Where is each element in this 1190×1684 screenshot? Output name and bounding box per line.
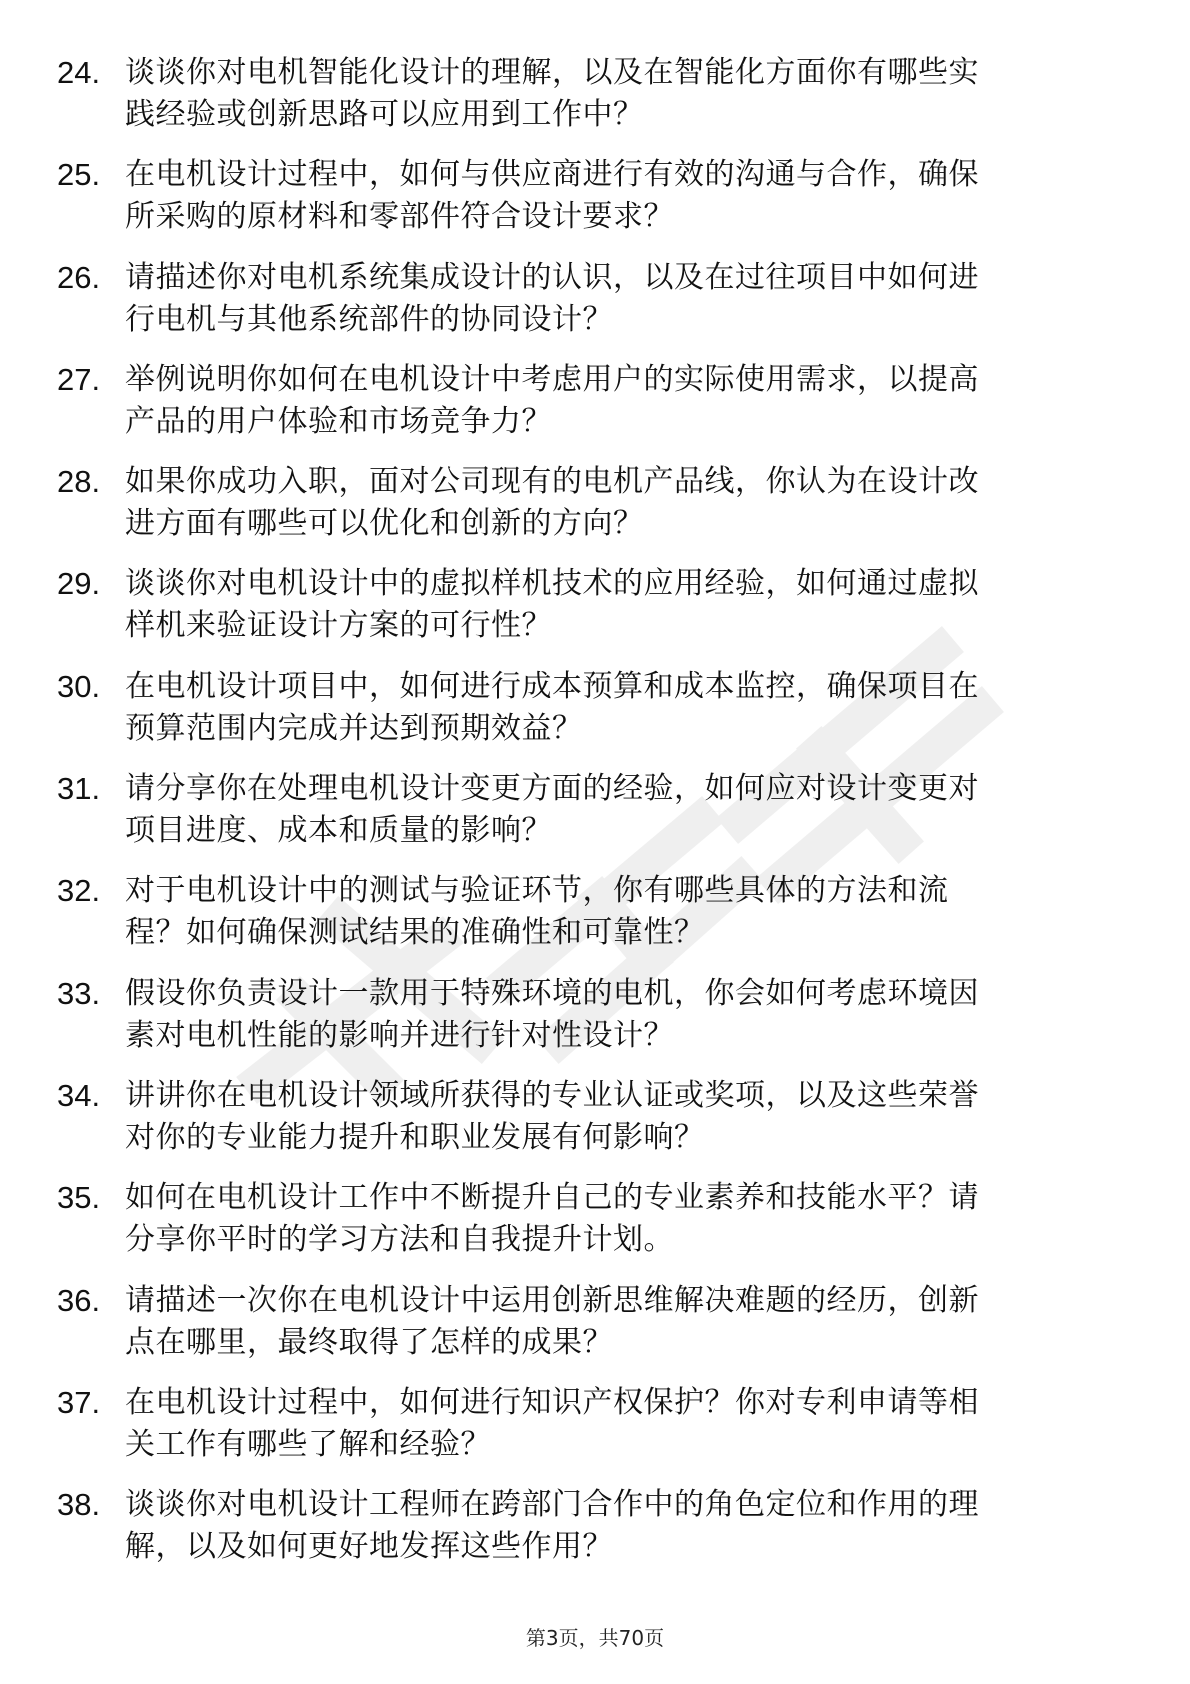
question-number: 24. bbox=[57, 55, 101, 90]
question-text-line: 样机来验证设计方案的可行性？ bbox=[125, 608, 552, 644]
question-number: 26. bbox=[57, 259, 101, 295]
question-text-line: 谈谈你对电机设计工程师在跨部门合作中的角色定位和作用的理 bbox=[125, 1487, 979, 1523]
question-number: 36. bbox=[57, 1282, 101, 1318]
question-item bbox=[57, 1382, 1137, 1484]
question-text-line: 项目进度、成本和质量的影响？ bbox=[125, 813, 552, 849]
question-text-line: 举例说明你如何在电机设计中考虑用户的实际使用需求，以提高 bbox=[125, 361, 979, 397]
question-text bbox=[125, 1382, 1165, 1466]
question-text-line: 所采购的原材料和零部件符合设计要求？ bbox=[125, 199, 674, 235]
question-text-line: 解，以及如何更好地发挥这些作用？ bbox=[125, 1529, 613, 1565]
question-number: 29. bbox=[57, 566, 101, 602]
question-text-line: 在电机设计过程中，如何与供应商进行有效的沟通与合作，确保 bbox=[125, 157, 979, 193]
question-number: 34. bbox=[57, 1077, 101, 1113]
question-text bbox=[125, 359, 1165, 443]
question-text-line: 请分享你在处理电机设计变更方面的经验，如何应对设计变更对 bbox=[125, 771, 979, 807]
question-item bbox=[57, 563, 1137, 665]
question-item bbox=[57, 1484, 1137, 1586]
question-number: 30. bbox=[57, 668, 101, 704]
question-item bbox=[57, 973, 1137, 1075]
question-item bbox=[57, 257, 1137, 359]
question-number: 32. bbox=[57, 873, 101, 909]
question-text-line: 对你的专业能力提升和职业发展有何影响？ bbox=[125, 1119, 705, 1155]
question-text bbox=[125, 973, 1165, 1057]
question-text bbox=[125, 154, 1165, 238]
question-text bbox=[125, 52, 1165, 136]
question-number: 31. bbox=[57, 771, 101, 807]
question-text-line: 讲讲你在电机设计领域所获得的专业认证或奖项，以及这些荣誉 bbox=[125, 1077, 979, 1113]
question-text bbox=[125, 461, 1165, 545]
question-item bbox=[57, 461, 1137, 563]
question-text-line: 预算范围内完成并达到预期效益？ bbox=[125, 710, 583, 746]
question-list bbox=[57, 52, 1137, 1586]
question-text-line: 素对电机性能的影响并进行针对性设计？ bbox=[125, 1017, 674, 1053]
question-text-line: 分享你平时的学习方法和自我提升计划。 bbox=[125, 1222, 674, 1258]
question-text-line: 假设你负责设计一款用于特殊环境的电机，你会如何考虑环境因 bbox=[125, 975, 979, 1011]
question-text-line: 点在哪里，最终取得了怎样的成果？ bbox=[125, 1324, 613, 1360]
question-text-line: 在电机设计项目中，如何进行成本预算和成本监控，确保项目在 bbox=[125, 668, 979, 704]
question-text-line: 践经验或创新思路可以应用到工作中？ bbox=[125, 97, 644, 132]
question-number: 35. bbox=[57, 1180, 101, 1216]
page-number: 第3页，共70页 bbox=[525, 1626, 665, 1650]
question-item bbox=[57, 154, 1137, 256]
question-text bbox=[125, 870, 1165, 954]
question-number: 38. bbox=[57, 1487, 101, 1523]
question-number: 28. bbox=[57, 464, 101, 500]
question-text-line: 如何在电机设计工作中不断提升自己的专业素养和技能水平？请 bbox=[125, 1180, 979, 1216]
question-text bbox=[125, 666, 1165, 750]
question-text bbox=[125, 563, 1165, 647]
question-item bbox=[57, 870, 1137, 972]
question-number: 25. bbox=[57, 157, 101, 193]
question-number: 37. bbox=[57, 1384, 101, 1420]
question-text bbox=[125, 257, 1165, 341]
question-item bbox=[57, 666, 1137, 768]
question-text bbox=[125, 768, 1165, 852]
question-text bbox=[125, 1280, 1165, 1364]
question-text bbox=[125, 1177, 1165, 1261]
question-text-line: 进方面有哪些可以优化和创新的方向？ bbox=[125, 506, 644, 542]
question-text-line: 行电机与其他系统部件的协同设计？ bbox=[125, 301, 613, 337]
question-text-line: 谈谈你对电机设计中的虚拟样机技术的应用经验，如何通过虚拟 bbox=[125, 566, 979, 602]
question-text-line: 程？如何确保测试结果的准确性和可靠性？ bbox=[125, 915, 705, 951]
question-number: 27. bbox=[57, 361, 101, 397]
question-item bbox=[57, 359, 1137, 461]
question-number: 33. bbox=[57, 975, 101, 1011]
question-item bbox=[57, 1280, 1137, 1382]
question-text bbox=[125, 1484, 1165, 1568]
question-text-line: 请描述你对电机系统集成设计的认识，以及在过往项目中如何进 bbox=[125, 259, 979, 295]
question-item bbox=[57, 1177, 1137, 1279]
question-text-line: 请描述一次你在电机设计中运用创新思维解决难题的经历，创新 bbox=[125, 1282, 979, 1318]
question-text-line: 如果你成功入职，面对公司现有的电机产品线，你认为在设计改 bbox=[125, 464, 979, 500]
question-text-line: 产品的用户体验和市场竞争力？ bbox=[125, 403, 552, 439]
question-text-line: 谈谈你对电机智能化设计的理解，以及在智能化方面你有哪些实 bbox=[125, 55, 979, 90]
question-item bbox=[57, 768, 1137, 870]
question-text-line: 关工作有哪些了解和经验？ bbox=[125, 1426, 491, 1462]
question-item bbox=[57, 1075, 1137, 1177]
question-item bbox=[57, 52, 1137, 154]
question-text-line: 在电机设计过程中，如何进行知识产权保护？你对专利申请等相 bbox=[125, 1384, 979, 1420]
question-text-line: 对于电机设计中的测试与验证环节，你有哪些具体的方法和流 bbox=[125, 873, 949, 909]
question-text bbox=[125, 1075, 1165, 1159]
